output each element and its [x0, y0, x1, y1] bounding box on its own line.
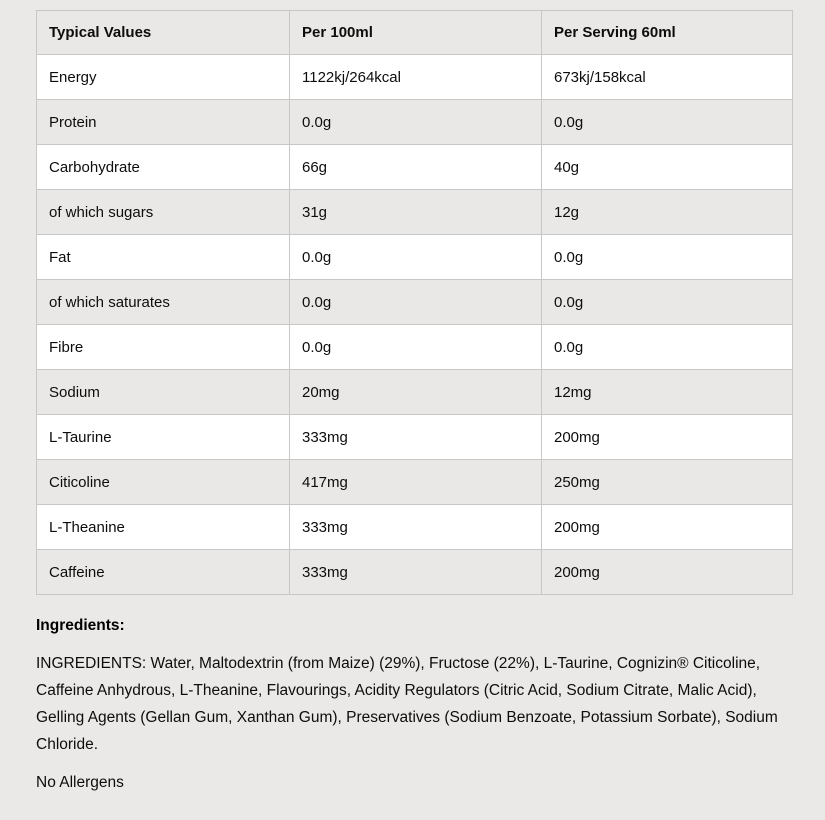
row-per-100ml: 0.0g: [290, 280, 542, 325]
row-per-100ml: 0.0g: [290, 325, 542, 370]
row-label: Caffeine: [37, 550, 290, 595]
ingredients-text: INGREDIENTS: Water, Maltodextrin (from Maize) (29%), Fructose (22%), L-Taurine, Cognizin® Citicoline, Caffeine Anhydrous, L-Theanine, Flavourings, Acidity Regulators (Citric Acid, Sodium Citrate, Malic Acid), Gelling Agents (Gellan Gum, Xanthan Gum), Preservatives (Sodium Benzoate, Potassium Sorbate), Sodium Chloride.: [36, 655, 778, 753]
row-label: Energy: [37, 55, 290, 100]
row-label: Sodium: [37, 370, 290, 415]
row-per-100ml: 31g: [290, 190, 542, 235]
row-label: of which saturates: [37, 280, 290, 325]
row-per-serving: 200mg: [542, 505, 793, 550]
row-per-serving: 0.0g: [542, 280, 793, 325]
row-per-100ml: 66g: [290, 145, 542, 190]
row-per-serving: 12g: [542, 190, 793, 235]
row-label: L-Taurine: [37, 415, 290, 460]
row-label: L-Theanine: [37, 505, 290, 550]
table-row-fibre: [37, 325, 793, 370]
row-per-100ml: 333mg: [290, 415, 542, 460]
row-per-serving: 40g: [542, 145, 793, 190]
column-header-per-serving: Per Serving 60ml: [542, 11, 793, 55]
table-row-energy: [37, 55, 793, 100]
table-row-sugars: [37, 190, 793, 235]
row-per-100ml: 20mg: [290, 370, 542, 415]
table-row-protein: [37, 100, 793, 145]
row-label: Citicoline: [37, 460, 290, 505]
table-row-fat: [37, 235, 793, 280]
row-label: Fibre: [37, 325, 290, 370]
row-per-serving: 0.0g: [542, 235, 793, 280]
table-row-carbohydrate: [37, 145, 793, 190]
row-per-serving: 250mg: [542, 460, 793, 505]
column-header-typical-values: Typical Values: [37, 11, 290, 55]
row-per-100ml: 417mg: [290, 460, 542, 505]
row-per-100ml: 0.0g: [290, 100, 542, 145]
allergens-text: No Allergens: [36, 774, 124, 791]
row-per-serving: 200mg: [542, 415, 793, 460]
row-label: of which sugars: [37, 190, 290, 235]
row-per-100ml: 1122kj/264kcal: [290, 55, 542, 100]
row-per-serving: 200mg: [542, 550, 793, 595]
table-row-l-theanine: [37, 505, 793, 550]
row-per-100ml: 333mg: [290, 505, 542, 550]
ingredients-heading: Ingredients:: [36, 617, 125, 634]
nutrition-table: [36, 10, 793, 595]
row-per-serving: 12mg: [542, 370, 793, 415]
table-row-citicoline: [37, 460, 793, 505]
row-per-serving: 0.0g: [542, 100, 793, 145]
table-header-row: [37, 11, 793, 55]
table-row-caffeine: [37, 550, 793, 595]
row-label: Protein: [37, 100, 290, 145]
column-header-per-100ml: Per 100ml: [290, 11, 542, 55]
row-label: Carbohydrate: [37, 145, 290, 190]
row-per-100ml: 333mg: [290, 550, 542, 595]
table-row-l-taurine: [37, 415, 793, 460]
table-row-saturates: [37, 280, 793, 325]
row-per-serving: 673kj/158kcal: [542, 55, 793, 100]
row-per-serving: 0.0g: [542, 325, 793, 370]
table-row-sodium: [37, 370, 793, 415]
row-label: Fat: [37, 235, 290, 280]
row-per-100ml: 0.0g: [290, 235, 542, 280]
